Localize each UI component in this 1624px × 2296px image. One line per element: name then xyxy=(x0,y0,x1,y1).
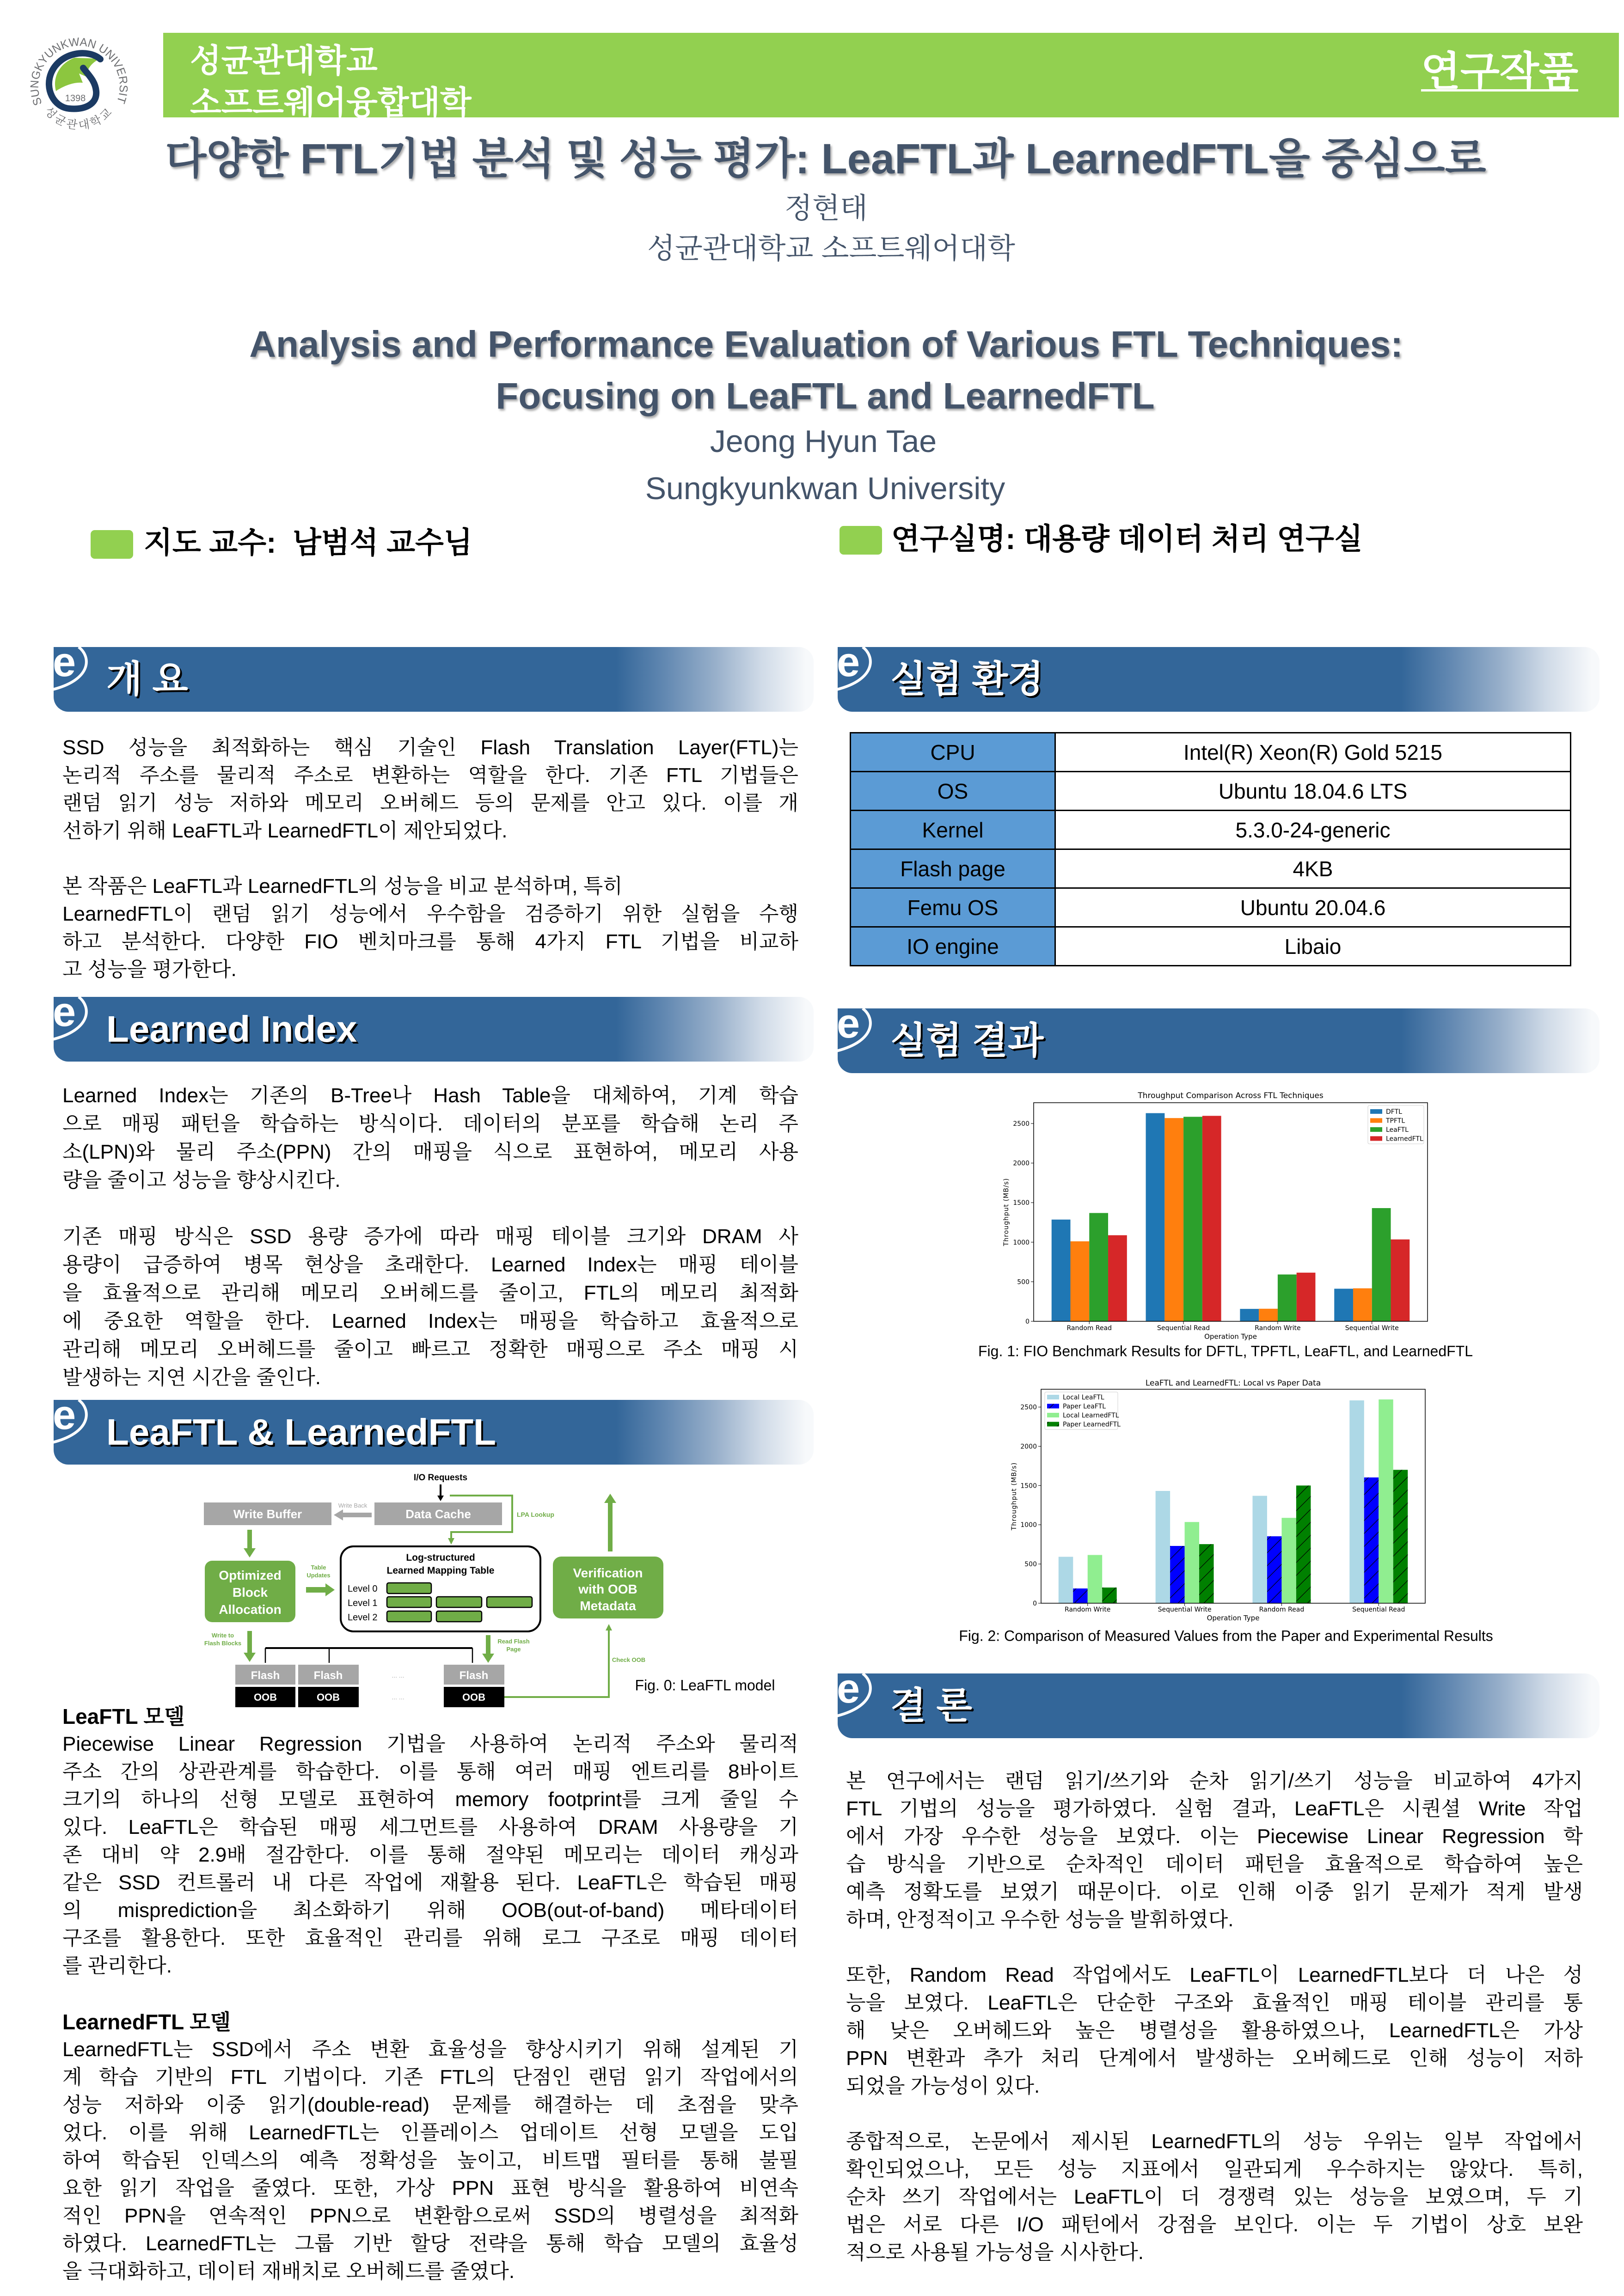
level-label: Level 1 xyxy=(348,1598,378,1608)
text-line: Piecewise Linear Regression 기법을 사용하여 논리적 주소와 물리적 xyxy=(62,1733,798,1755)
table-key: OS xyxy=(851,772,1055,811)
arrowhead-icon xyxy=(448,1538,454,1545)
arrowhead-icon xyxy=(604,1494,616,1503)
oob-label: OOB xyxy=(316,1691,340,1703)
text-line: 계 학습 기반의 FTL 기법이다. 기존 FTL의 단점인 랜덤 읽기 작업에서의 xyxy=(62,2066,798,2088)
lab-info: 연구실명: 대용량 데이터 처리 연구실 xyxy=(891,522,1363,556)
svg-text:e: e xyxy=(53,989,76,1035)
section-header-environment xyxy=(837,639,1599,712)
advisor-info: 지도 교수: 남범석 교수님 xyxy=(144,526,472,559)
title-english-line-2: Focusing on LeaFTL and LearnedFTL xyxy=(496,375,1155,416)
affiliation-korean: 성균관대학교 소프트웨어대학 xyxy=(647,232,1015,265)
text-line: 관리해 메모리 오버헤드를 줄이고 빠르고 정확한 매핑으로 주소 매핑 시 xyxy=(62,1338,798,1361)
level-label: Level 0 xyxy=(348,1584,378,1594)
legend-swatch xyxy=(1370,1109,1382,1114)
figure-1-caption: Fig. 1: FIO Benchmark Results for DFTL, TPFTL, LeaFTL, and LearnedFTL xyxy=(978,1343,1473,1360)
text-line: 주소 간의 상관관계를 학습한다. 이를 통해 여러 매핑 엔트리를 8바이트 xyxy=(62,1760,798,1783)
chart-bar xyxy=(1108,1235,1127,1321)
leaftl-model-body xyxy=(62,1703,798,1980)
text-line: 순차 쓰기 작업에서는 LeaFTL이 더 경쟁력 있는 성능을 보였으며, 두 기 xyxy=(846,2186,1583,2208)
svg-text:e: e xyxy=(53,639,76,685)
data-cache-label: Data Cache xyxy=(405,1507,471,1521)
table-value: Libaio xyxy=(1055,927,1571,966)
check-oob-label: Check OOB xyxy=(612,1656,646,1663)
section-title: 개 요 xyxy=(106,659,188,700)
text-line: 에서 가장 우수한 성능을 보였다. 이는 Piecewise Linear Regression 학 xyxy=(846,1825,1583,1848)
section-header-learned-index xyxy=(53,989,814,1062)
text-line: 적인 PPN을 연속적인 PPN으로 변환함으로써 SSD의 병렬성을 최적화 xyxy=(62,2204,798,2227)
table-value: Ubuntu 20.04.6 xyxy=(1055,888,1571,927)
section-e-icon xyxy=(52,988,98,1043)
logo-ring-text-ko: 성균관대학교 xyxy=(42,104,116,133)
table-key: CPU xyxy=(851,733,1055,772)
svg-text:e: e xyxy=(53,1392,76,1438)
verification-label: with OOB xyxy=(578,1582,637,1596)
section-title: Learned Index xyxy=(106,1008,357,1050)
x-tick-label: Sequential Read xyxy=(1352,1606,1405,1613)
lab-bullet-icon xyxy=(840,526,882,555)
bar-hatch xyxy=(1073,1588,1087,1603)
text-line: 었다. 이를 위해 LearnedFTL는 인플레이스 업데이트 선형 모델을 도입 xyxy=(62,2121,798,2144)
text-line: 구조를 활용한다. 또한 효율적인 관리를 위해 로그 구조로 매핑 데이터 xyxy=(62,1927,798,1949)
y-tick-label: 2500 xyxy=(1020,1404,1037,1411)
text-line: 기존 매핑 방식은 SSD 용량 증가에 따라 매핑 테이블 크기와 DRAM 사 xyxy=(62,1225,798,1248)
text-line: 능을 보였다. LeaFTL은 단순한 구조와 효율적인 매핑 테이블 관리를 통 xyxy=(846,1991,1583,2014)
learned-index-body xyxy=(62,1081,798,1392)
section-e-icon xyxy=(836,999,882,1055)
table-updates-label: Table xyxy=(311,1564,326,1571)
text-line: SSD 성능을 최적화하는 핵심 기술인 Flash Translation Layer(FTL)는 xyxy=(62,736,798,759)
chart-bar xyxy=(1252,1496,1267,1603)
figure-0-caption: Fig. 0: LeaFTL model xyxy=(635,1677,775,1694)
bar-hatch xyxy=(1393,1470,1408,1603)
text-line: 의 misprediction을 최소화하기 위해 OOB(out-of-band) 메타데이터 xyxy=(62,1899,798,1922)
text-line: 크기의 하나의 선형 모델로 표현하여 memory footprint를 크게 줄일 수 xyxy=(62,1788,798,1811)
chart-bar xyxy=(1379,1399,1393,1603)
bar-hatch xyxy=(1102,1588,1116,1603)
optimized-block-allocation-label: Optimized xyxy=(219,1568,282,1582)
table-row xyxy=(851,927,1571,966)
text-line: 예측 정확도를 보였기 때문이다. 이로 인해 이중 읽기 문제가 적게 발생 xyxy=(846,1881,1583,1903)
chart-bar xyxy=(1052,1220,1071,1321)
conclusion-body xyxy=(846,1767,1583,2266)
text-line: 확인되었으나, 모든 성능 지표에서 일관되게 우수하지는 않았다. 특히, xyxy=(846,2158,1583,2180)
learnedftl-model-body xyxy=(62,2008,798,2285)
section-title: 실험 환경 xyxy=(890,659,1044,700)
svg-text:e: e xyxy=(837,639,860,685)
section-title: 결 론 xyxy=(890,1685,972,1726)
x-tick-label: Sequential Write xyxy=(1345,1325,1399,1332)
banner-university: 성균관대학교 xyxy=(190,43,378,79)
legend-swatch xyxy=(1370,1127,1382,1132)
segment-block xyxy=(436,1611,482,1622)
arrowhead-icon xyxy=(325,1583,335,1596)
chart-bar xyxy=(1070,1241,1089,1321)
y-tick-label: 1000 xyxy=(1013,1239,1030,1246)
research-work-badge: 연구작품 xyxy=(1421,49,1578,94)
x-axis-label: Operation Type xyxy=(1207,1614,1260,1622)
y-tick-label: 500 xyxy=(1024,1561,1037,1569)
y-tick-label: 1000 xyxy=(1020,1521,1037,1529)
legend-label: TPFTL xyxy=(1386,1117,1405,1125)
section-e-icon xyxy=(836,1664,882,1720)
advisor-bullet-icon xyxy=(91,530,133,559)
chart-bar xyxy=(1391,1240,1410,1321)
text-line: Learned Index는 기존의 B-Tree나 Hash Table을 대체하여, 기계 학습 xyxy=(62,1084,798,1107)
text-line: 을 효율적으로 관리해 메모리 오버헤드를 줄이고, FTL의 메모리 최적화 xyxy=(62,1282,798,1304)
y-tick-label: 1500 xyxy=(1020,1482,1037,1490)
text-line: 법은 서로 다른 I/O 패턴에서 강점을 보인다. 이는 두 기법이 상호 보완 xyxy=(846,2213,1583,2236)
x-tick-label: Random Write xyxy=(1255,1325,1301,1332)
ellipsis-label: ... ... xyxy=(392,1672,404,1679)
chart-bar xyxy=(1281,1518,1296,1603)
local-vs-paper-bar-chart xyxy=(971,1370,1484,1624)
section-e-icon xyxy=(836,638,882,693)
legend-label: LearnedFTL xyxy=(1386,1135,1423,1143)
mapping-table-title: Log-structured xyxy=(406,1552,475,1563)
legend-swatch xyxy=(1370,1136,1382,1141)
table-key: Femu OS xyxy=(851,888,1055,927)
table-value: Ubuntu 18.04.6 LTS xyxy=(1055,772,1571,811)
ellipsis-label: ... ... xyxy=(392,1693,404,1701)
legend-label: DFTL xyxy=(1386,1108,1402,1116)
legend-label: Local LeaFTL xyxy=(1063,1394,1104,1401)
bar-hatch xyxy=(1199,1544,1213,1603)
chart-bar xyxy=(1088,1555,1102,1603)
chart-bar xyxy=(1259,1309,1278,1321)
y-tick-label: 0 xyxy=(1033,1600,1037,1607)
text-line: 발생하는 지연 시간을 줄인다. xyxy=(62,1366,321,1389)
text-line: 본 작품은 LeaFTL과 LearnedFTL의 성능을 비교 분석하며, 특히 xyxy=(62,875,623,898)
text-line: FTL 기법의 성능을 평가하였다. 실험 결과, LeaFTL은 시퀀셜 Write 작업 xyxy=(846,1797,1583,1820)
section-title: LeaFTL & LearnedFTL xyxy=(106,1411,496,1453)
leaftl-architecture-diagram xyxy=(176,1465,675,1710)
lpa-lookup-label: LPA Lookup xyxy=(517,1511,554,1518)
svg-text:e: e xyxy=(837,1666,860,1712)
text-line: 되었을 가능성이 있다. xyxy=(846,2075,1040,2097)
logo-ring-text-en: SUNGKYUNKWAN UNIVERSITY xyxy=(19,21,130,107)
chart-bar xyxy=(1334,1288,1353,1321)
chart-bar xyxy=(1353,1288,1372,1321)
text-line: LearnedFTL이 랜덤 읽기 성능에서 우수함을 검증하기 위한 실험을 수행 xyxy=(62,903,798,925)
read-flash-page-label: Read Flash xyxy=(497,1638,530,1645)
text-line: 같은 SSD 컨트롤러 내 다른 작업에 재활용 된다. LeaFTL은 학습된 매핑 xyxy=(62,1871,798,1894)
college-banner xyxy=(163,33,1619,121)
write-back-label: Write Back xyxy=(338,1502,368,1509)
text-line: PPN 변환과 추가 처리 단계에서 발생하는 오버헤드로 인해 성능이 저하 xyxy=(846,2047,1583,2070)
chart-bar xyxy=(1183,1117,1202,1321)
table-row xyxy=(851,733,1571,772)
chart-legend xyxy=(1368,1105,1424,1144)
table-key: Kernel xyxy=(851,811,1055,849)
chart-bar xyxy=(1164,1118,1183,1321)
text-line: 으로 매핑 패턴을 학습하는 방식이다. 데이터의 분포를 학습해 논리 주 xyxy=(62,1112,798,1135)
level-label: Level 2 xyxy=(348,1612,378,1623)
text-line: 소(LPN)와 물리 주소(PPN) 간의 매핑을 식으로 표현하여, 메모리 사용 xyxy=(62,1141,798,1163)
segment-block xyxy=(387,1597,431,1607)
legend-swatch xyxy=(1047,1413,1059,1417)
chart-bar xyxy=(1202,1116,1221,1321)
optimized-block-allocation-label: Allocation xyxy=(219,1602,282,1617)
text-line: 또한, Random Read 작업에서도 LeaFTL이 LearnedFTL보다 더 나은 성 xyxy=(846,1964,1583,1986)
io-requests-label: I/O Requests xyxy=(413,1473,468,1483)
svg-text:e: e xyxy=(837,1001,860,1047)
optimized-block-allocation-label: Block xyxy=(232,1585,268,1600)
y-tick-label: 1500 xyxy=(1013,1199,1030,1207)
section-header-conclusion xyxy=(837,1666,1599,1738)
text-line: 에 중요한 역할을 한다. Learned Index는 매핑을 학습하고 효율적으로 xyxy=(62,1310,798,1332)
text-line: 습 방식을 기반으로 순차적인 데이터 패턴을 효율적으로 학습하여 높은 xyxy=(846,1853,1583,1875)
section-e-icon xyxy=(52,638,98,693)
bar-hatch xyxy=(1296,1485,1311,1603)
text-line: 하여 학습된 인덱스의 예측 정확성을 높이고, 비트맵 필터를 통해 불필 xyxy=(62,2149,798,2172)
chart-bar xyxy=(1278,1275,1297,1321)
chart-title: Throughput Comparison Across FTL Techniques xyxy=(1138,1091,1324,1100)
y-axis-label: Throughput (MB/s) xyxy=(1011,1462,1018,1531)
text-line: 존 대비 약 2.9배 절감한다. 이를 통해 절약된 메모리는 데이터 캐싱과 xyxy=(62,1844,798,1866)
table-updates-label: Updates xyxy=(306,1572,331,1579)
segment-block xyxy=(387,1583,431,1594)
legend-swatch xyxy=(1370,1118,1382,1123)
chart-bar xyxy=(1185,1522,1199,1603)
text-line: 논리적 주소를 물리적 주소로 변환하는 역할을 한다. 기존 FTL 기법들은 xyxy=(62,764,798,787)
x-tick-label: Random Read xyxy=(1066,1325,1112,1332)
legend-label: LeaFTL xyxy=(1386,1126,1409,1134)
table-value: Intel(R) Xeon(R) Gold 5215 xyxy=(1055,733,1571,772)
text-line: 고 성능을 평가한다. xyxy=(62,958,237,981)
text-line: 선하기 위해 LeaFTL과 LearnedFTL이 제안되었다. xyxy=(62,819,508,842)
chart-legend xyxy=(1045,1392,1121,1429)
chart-bar xyxy=(1240,1309,1259,1321)
y-tick-label: 2000 xyxy=(1013,1160,1030,1167)
chart-bar xyxy=(1349,1400,1364,1603)
text-line: 하며, 안정적이고 우수한 성능을 발휘하였다. xyxy=(846,1908,1234,1931)
legend-label: Paper LeaFTL xyxy=(1063,1403,1106,1411)
y-tick-label: 2500 xyxy=(1013,1120,1030,1128)
section-header-overview xyxy=(53,639,814,712)
segment-block xyxy=(487,1597,532,1607)
figure-2-caption: Fig. 2: Comparison of Measured Values from the Paper and Experimental Results xyxy=(959,1627,1493,1644)
banner-college: 소프트웨어융합대학 xyxy=(190,85,472,121)
arrowhead-icon xyxy=(606,1624,612,1630)
arrowhead-icon xyxy=(482,1654,494,1663)
bar-hatch xyxy=(1364,1478,1379,1603)
legend-label: Paper LearnedFTL xyxy=(1063,1421,1121,1429)
text-line: 있다. LeaFTL은 학습된 매핑 세그먼트를 사용하여 DRAM 사용량을 기 xyxy=(62,1816,798,1838)
arrowhead-icon xyxy=(334,1509,343,1520)
text-line: LearnedFTL는 SSD에서 주소 변환 효율성을 향상시키기 위해 설계된 기 xyxy=(62,2038,798,2061)
arrowhead-icon xyxy=(244,1653,256,1662)
section-title: 실험 결과 xyxy=(890,1020,1044,1061)
title-korean: 다양한 FTL기법 분석 및 성능 평가: LeaFTL과 LearnedFTL을 중심으로 xyxy=(165,135,1486,183)
arrowhead-icon xyxy=(244,1548,256,1557)
chart-title: LeaFTL and LearnedFTL: Local vs Paper Data xyxy=(1145,1379,1321,1388)
segment-block xyxy=(436,1597,482,1607)
mapping-table-title: Learned Mapping Table xyxy=(386,1565,495,1576)
write-buffer-label: Write Buffer xyxy=(233,1507,302,1521)
text-line: 해 낮은 오버헤드와 높은 병렬성을 활용하였으나, LearnedFTL은 가상 xyxy=(846,2019,1583,2042)
table-value: 5.3.0-24-generic xyxy=(1055,811,1571,849)
y-tick-label: 500 xyxy=(1017,1278,1030,1286)
y-tick-label: 2000 xyxy=(1020,1443,1037,1451)
table-row xyxy=(851,888,1571,927)
y-tick-label: 0 xyxy=(1025,1318,1030,1325)
legend-label: Local LearnedFTL xyxy=(1063,1412,1119,1419)
text-line: 종합적으로, 논문에서 제시된 LearnedFTL의 성능 우위는 일부 작업에서 xyxy=(846,2130,1583,2153)
y-axis-label: Throughput (MB/s) xyxy=(1003,1178,1010,1246)
text-line: 하였다. LearnedFTL는 그룹 기반 할당 전략을 통해 학습 모델의 효율성 xyxy=(62,2232,798,2255)
x-tick-label: Sequential Read xyxy=(1157,1325,1210,1332)
text-line: 성능 저하와 이중 읽기(double-read) 문제를 해결하는 데 초점을 맞추 xyxy=(62,2094,798,2116)
text-line: 량을 줄이고 성능을 향상시킨다. xyxy=(62,1169,341,1191)
text-line: 적으로 사용될 가능성을 시사한다. xyxy=(846,2241,1144,2264)
x-axis-label: Operation Type xyxy=(1204,1332,1257,1341)
flash-label: Flash xyxy=(459,1669,489,1682)
segment-block xyxy=(387,1611,431,1622)
learnedftl-model-heading: LearnedFTL 모델 xyxy=(62,2010,231,2034)
section-e-icon xyxy=(52,1391,98,1446)
x-tick-label: Sequential Write xyxy=(1158,1606,1212,1613)
author-english: Jeong Hyun Tae xyxy=(710,424,937,459)
chart-bar xyxy=(1297,1273,1316,1321)
read-flash-page-label: Page xyxy=(506,1646,521,1653)
text-line: 용량이 급증하여 병목 현상을 초래한다. Learned Index는 매핑 테이블 xyxy=(62,1253,798,1276)
text-line: 랜덤 읽기 성능 저하와 메모리 오버헤드 등의 문제를 안고 있다. 이를 개 xyxy=(62,792,798,814)
chart-bar xyxy=(1372,1208,1391,1321)
oob-label: OOB xyxy=(253,1691,277,1703)
x-tick-label: Random Read xyxy=(1259,1606,1305,1613)
text-line: 를 관리한다. xyxy=(62,1954,172,1977)
text-line: 을 극대화하고, 데이터 재배치로 오버헤드를 줄였다. xyxy=(62,2260,515,2283)
title-english-line-1: Analysis and Performance Evaluation of Various FTL Techniques: xyxy=(249,324,1403,365)
flash-label: Flash xyxy=(251,1669,280,1682)
legend-swatch xyxy=(1047,1395,1059,1399)
table-row xyxy=(851,849,1571,888)
table-key: Flash page xyxy=(851,849,1055,888)
text-line: 하고 분석한다. 다양한 FIO 벤치마크를 통해 4가지 FTL 기법을 비교하 xyxy=(62,930,798,953)
author-korean: 정현태 xyxy=(784,192,868,225)
environment-table xyxy=(850,732,1571,966)
write-to-flash-label: Write to xyxy=(211,1632,234,1639)
oob-label: OOB xyxy=(462,1691,486,1703)
chart-bar xyxy=(1156,1491,1170,1603)
table-row xyxy=(851,772,1571,811)
affiliation-english: Sungkyunkwan University xyxy=(645,471,1005,506)
throughput-bar-chart xyxy=(971,1084,1484,1343)
bar-hatch xyxy=(1170,1546,1184,1603)
table-key: IO engine xyxy=(851,927,1055,966)
leaftl-model-heading: LeaFTL 모델 xyxy=(62,1704,185,1728)
chart-bar xyxy=(1146,1113,1165,1321)
text-line: 본 연구에서는 랜덤 읽기/쓰기와 순차 읽기/쓰기 성능을 비교하여 4가지 xyxy=(846,1770,1583,1792)
university-logo-icon xyxy=(19,21,135,142)
bar-hatch xyxy=(1267,1536,1281,1603)
text-line: 요한 읽기 작업을 줄였다. 또한, 가상 PPN 표현 방식을 활용하여 비연속 xyxy=(62,2177,798,2199)
table-value: 4KB xyxy=(1055,849,1571,888)
x-tick-label: Random Write xyxy=(1065,1606,1111,1613)
verification-label: Verification xyxy=(573,1566,643,1580)
write-to-flash-label: Flash Blocks xyxy=(204,1640,242,1647)
arrowhead-icon xyxy=(437,1496,444,1501)
overview-body xyxy=(62,734,798,983)
chart-bar xyxy=(1059,1557,1073,1603)
chart-bar xyxy=(1089,1213,1108,1321)
verification-label: Metadata xyxy=(580,1599,636,1613)
section-header-leaftl-learnedftl xyxy=(53,1392,814,1465)
logo-year: 1398 xyxy=(65,93,86,104)
table-row xyxy=(851,811,1571,849)
flash-label: Flash xyxy=(313,1669,343,1682)
section-header-results xyxy=(837,1001,1599,1073)
